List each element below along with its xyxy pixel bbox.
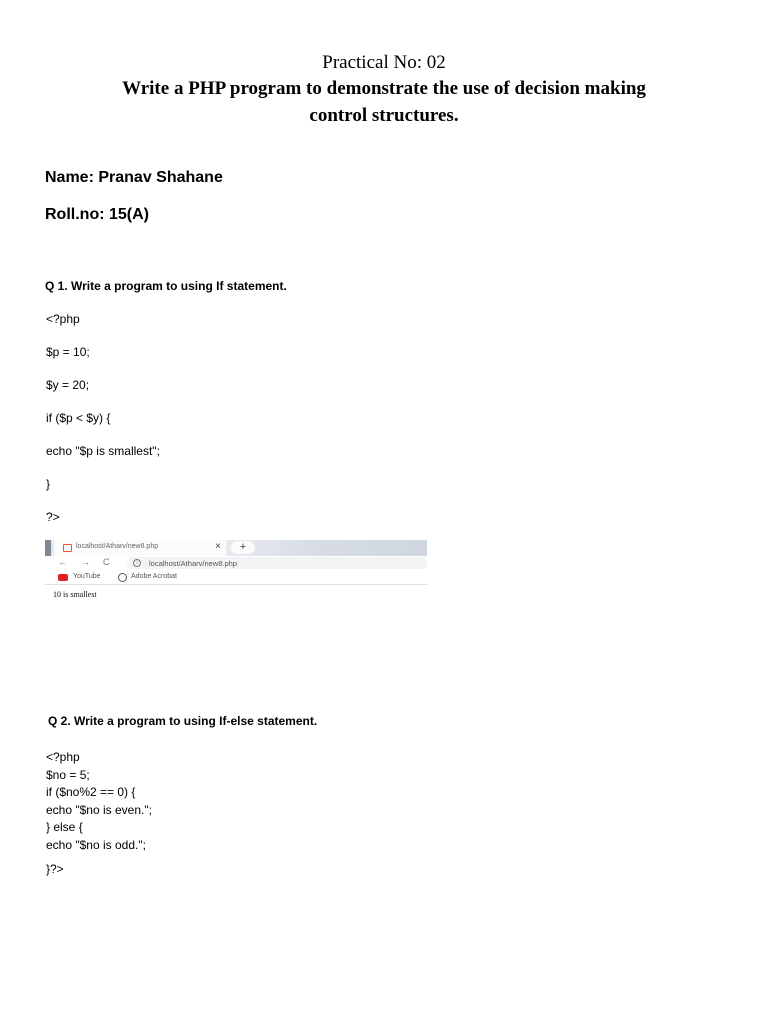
back-arrow-icon[interactable]: ← <box>58 557 67 567</box>
browser-screenshot <box>45 540 427 602</box>
q2-code-line: } else { <box>46 820 83 834</box>
question-2: Q 2. Write a program to using If-else statement. <box>48 714 318 728</box>
q1-code-line: $p = 10; <box>46 345 90 359</box>
q1-code-line: if ($p < $y) { <box>46 411 111 425</box>
q2-code-line: if ($no%2 == 0) { <box>46 785 136 799</box>
youtube-icon <box>58 574 68 581</box>
bookmark-adobe-acrobat[interactable]: Adobe Acrobat <box>131 573 177 580</box>
forward-arrow-icon[interactable]: → <box>81 557 90 567</box>
bookmark-youtube[interactable]: YouTube <box>73 573 101 580</box>
browser-tab[interactable] <box>54 540 226 556</box>
q2-code-line: echo "$no is even."; <box>46 802 152 817</box>
new-tab-button[interactable]: + <box>231 541 255 554</box>
q1-code-line: echo "$p is smallest"; <box>46 444 160 458</box>
q1-code-line: $y = 20; <box>46 378 90 392</box>
bookmarks-bar <box>45 571 427 584</box>
q2-code-line: <?php <box>46 750 80 764</box>
practical-number: Practical No: 02 <box>322 52 446 73</box>
page-favicon-icon <box>63 544 72 552</box>
q2-closing-line: }?> <box>46 862 64 876</box>
reload-icon[interactable]: C <box>103 557 110 567</box>
close-tab-icon[interactable]: × <box>215 541 221 552</box>
q1-code-line: } <box>46 477 51 491</box>
practical-title-line-1: Write a PHP program to demonstrate the use of decision making <box>122 78 646 99</box>
student-name: Name: Pranav Shahane <box>45 169 223 186</box>
divider <box>45 584 427 585</box>
acrobat-icon <box>118 573 127 582</box>
info-icon[interactable]: i <box>133 559 141 567</box>
php-output: 10 is smallest <box>53 590 97 599</box>
student-roll-number: Roll.no: 15(A) <box>45 206 149 223</box>
tab-edge <box>45 540 51 556</box>
q1-code-line: ?> <box>46 510 60 524</box>
question-1: Q 1. Write a program to using If statement. <box>45 279 287 293</box>
address-url[interactable]: localhost/Atharv/new8.php <box>149 559 237 568</box>
practical-title-line-2: control structures. <box>309 105 459 126</box>
q1-code-line: <?php <box>46 312 80 326</box>
browser-tab-bar <box>45 540 427 556</box>
q2-code-block <box>46 749 152 854</box>
browser-nav-bar <box>45 556 427 571</box>
q2-code-line: echo "$no is odd."; <box>46 837 146 852</box>
q2-code-line: $no = 5; <box>46 767 90 782</box>
tab-title: localhost/Atharv/new8.php <box>76 543 159 550</box>
